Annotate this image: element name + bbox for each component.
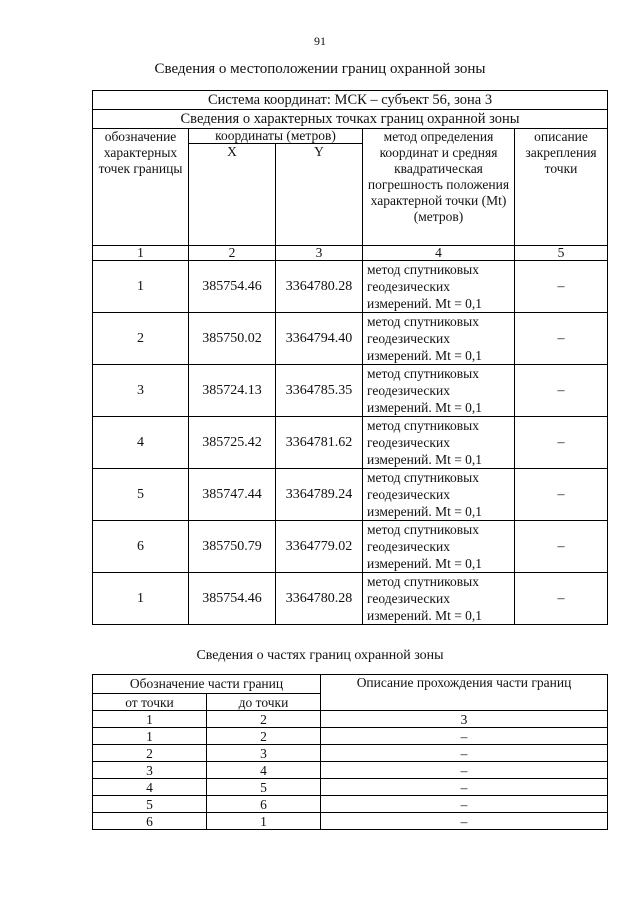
page-title: Сведения о местоположении границ охранной зоны <box>154 61 486 77</box>
header-coordinates: координаты (метров) <box>189 129 363 144</box>
method-cell: метод спутниковых геодезических измерений. Mt = 0,1 <box>363 521 515 573</box>
y-value: 3364789.24 <box>276 469 363 521</box>
from-point: 2 <box>93 745 207 762</box>
header-x: X <box>189 144 276 246</box>
point-id: 2 <box>93 313 189 365</box>
to-point: 2 <box>207 728 321 745</box>
column-number: 2 <box>189 246 276 261</box>
to-point: 4 <box>207 762 321 779</box>
x-value: 385750.79 <box>189 521 276 573</box>
table-row <box>93 813 608 830</box>
point-id: 5 <box>93 469 189 521</box>
method-cell: метод спутниковых геодезических измерений. Mt = 0,1 <box>363 365 515 417</box>
description-cell: – <box>515 521 608 573</box>
method-cell: метод спутниковых геодезических измерений. Mt = 0,1 <box>363 417 515 469</box>
from-point: 4 <box>93 779 207 796</box>
column-number: 3 <box>321 711 608 728</box>
from-point: 1 <box>93 728 207 745</box>
header-to-point: до точки <box>207 694 321 711</box>
parts-table <box>92 674 608 830</box>
table-row <box>93 796 608 813</box>
y-value: 3364794.40 <box>276 313 363 365</box>
from-point: 6 <box>93 813 207 830</box>
description-cell: – <box>515 573 608 625</box>
description-cell: – <box>515 313 608 365</box>
point-id: 4 <box>93 417 189 469</box>
y-value: 3364780.28 <box>276 261 363 313</box>
description-cell: – <box>515 469 608 521</box>
column-number: 5 <box>515 246 608 261</box>
header-part-description: Описание прохождения части границ <box>321 675 608 711</box>
description-cell: – <box>515 365 608 417</box>
part-description: – <box>321 762 608 779</box>
y-value: 3364779.02 <box>276 521 363 573</box>
column-number: 4 <box>363 246 515 261</box>
parts-title: Сведения о частях границ охранной зоны <box>196 648 444 663</box>
part-description: – <box>321 728 608 745</box>
table-row <box>93 261 608 313</box>
x-value: 385725.42 <box>189 417 276 469</box>
x-value: 385754.46 <box>189 261 276 313</box>
part-description: – <box>321 813 608 830</box>
table-row <box>93 417 608 469</box>
point-id: 3 <box>93 365 189 417</box>
page-number: 91 <box>314 34 326 48</box>
table-row <box>93 469 608 521</box>
column-number: 2 <box>207 711 321 728</box>
part-description: – <box>321 745 608 762</box>
table-row <box>93 728 608 745</box>
table-row <box>93 745 608 762</box>
header-description: описание закрепления точки <box>515 129 608 246</box>
y-value: 3364780.28 <box>276 573 363 625</box>
points-info-cell: Сведения о характерных точках границ охранной зоны <box>93 110 608 129</box>
description-cell: – <box>515 417 608 469</box>
to-point: 6 <box>207 796 321 813</box>
coordinates-table <box>92 90 608 625</box>
column-number: 1 <box>93 246 189 261</box>
column-number: 1 <box>93 711 207 728</box>
x-value: 385724.13 <box>189 365 276 417</box>
method-cell: метод спутниковых геодезических измерений. Mt = 0,1 <box>363 261 515 313</box>
x-value: 385747.44 <box>189 469 276 521</box>
table-row <box>93 313 608 365</box>
method-cell: метод спутниковых геодезических измерений. Mt = 0,1 <box>363 313 515 365</box>
to-point: 1 <box>207 813 321 830</box>
header-method: метод определения координат и средняя квадратическая погрешность положения характерной точки (Mt) (метров) <box>363 129 515 246</box>
description-cell: – <box>515 261 608 313</box>
x-value: 385750.02 <box>189 313 276 365</box>
header-y: Y <box>276 144 363 246</box>
method-cell: метод спутниковых геодезических измерений. Mt = 0,1 <box>363 469 515 521</box>
table-row <box>93 521 608 573</box>
part-description: – <box>321 796 608 813</box>
point-id: 1 <box>93 261 189 313</box>
point-id: 6 <box>93 521 189 573</box>
from-point: 5 <box>93 796 207 813</box>
header-part-designation: Обозначение части границ <box>93 675 321 694</box>
column-number: 3 <box>276 246 363 261</box>
part-description: – <box>321 779 608 796</box>
point-id: 1 <box>93 573 189 625</box>
coordinate-system-cell: Система координат: МСК – субъект 56, зона 3 <box>93 91 608 110</box>
header-from-point: от точки <box>93 694 207 711</box>
x-value: 385754.46 <box>189 573 276 625</box>
to-point: 5 <box>207 779 321 796</box>
y-value: 3364781.62 <box>276 417 363 469</box>
table-row <box>93 779 608 796</box>
table-row <box>93 762 608 779</box>
header-designation: обозначение характерных точек границы <box>93 129 189 246</box>
table-row <box>93 365 608 417</box>
from-point: 3 <box>93 762 207 779</box>
y-value: 3364785.35 <box>276 365 363 417</box>
method-cell: метод спутниковых геодезических измерений. Mt = 0,1 <box>363 573 515 625</box>
to-point: 3 <box>207 745 321 762</box>
table-row <box>93 573 608 625</box>
